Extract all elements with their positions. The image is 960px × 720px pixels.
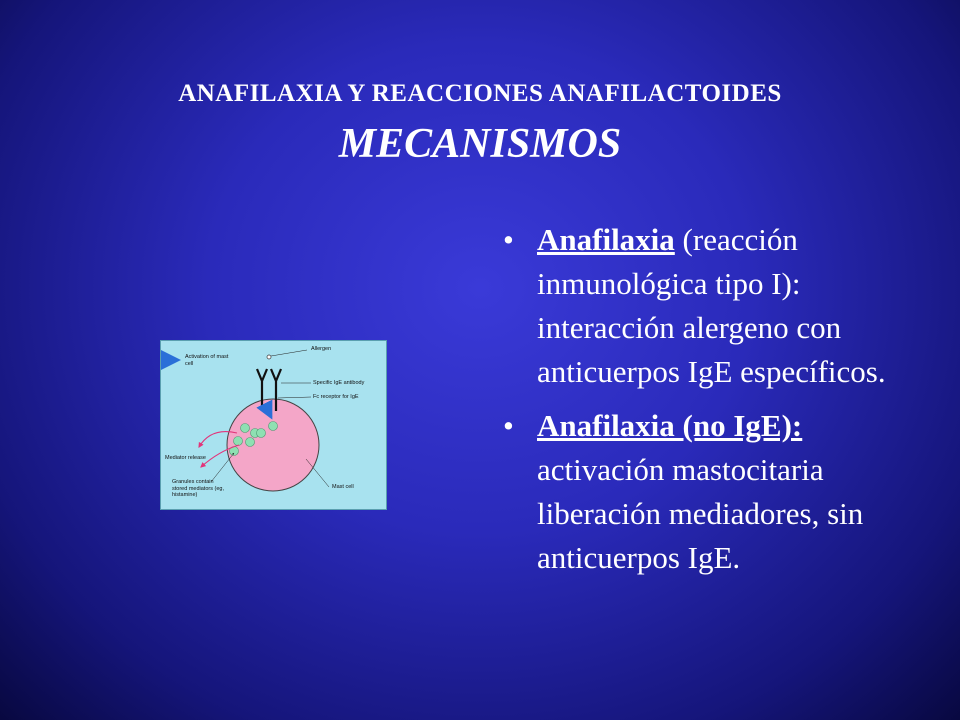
mast-cell-diagram	[160, 340, 387, 510]
bullet-item	[495, 218, 915, 394]
label-granules: Granules contain stored mediators (eg, histamine)	[172, 479, 224, 498]
bullet-marker: •	[503, 408, 514, 443]
title-line-2: MECANISMOS	[338, 121, 622, 167]
bullet-item	[495, 404, 915, 580]
bullet-text: (reacción inmunológica tipo I): interacción alergeno con anticuerpos IgE específicos.	[537, 222, 886, 389]
bullet-text: activación mastocitaria liberación mediadores, sin anticuerpos IgE.	[537, 452, 864, 575]
label-mediator-release: Mediator release	[165, 455, 206, 461]
label-allergen: Allergen	[311, 346, 332, 352]
allergen-dot	[267, 355, 271, 359]
label-specific-ige: Specific IgE antibody	[313, 380, 365, 386]
label-fc-receptor: Fc receptor for IgE	[313, 394, 359, 400]
label-mast-cell: Mast cell	[332, 484, 354, 490]
label-activation: Activation of mast cell	[185, 354, 229, 367]
bullet-marker: •	[503, 222, 514, 257]
bullet-list	[495, 218, 915, 590]
bullet-lead: Anafilaxia (no IgE):	[537, 408, 803, 443]
title-line-1: ANAFILAXIA Y REACCIONES ANAFILACTOIDES	[178, 80, 782, 107]
bullet-lead: Anafilaxia	[537, 222, 675, 257]
mast-cell-body	[227, 399, 319, 491]
